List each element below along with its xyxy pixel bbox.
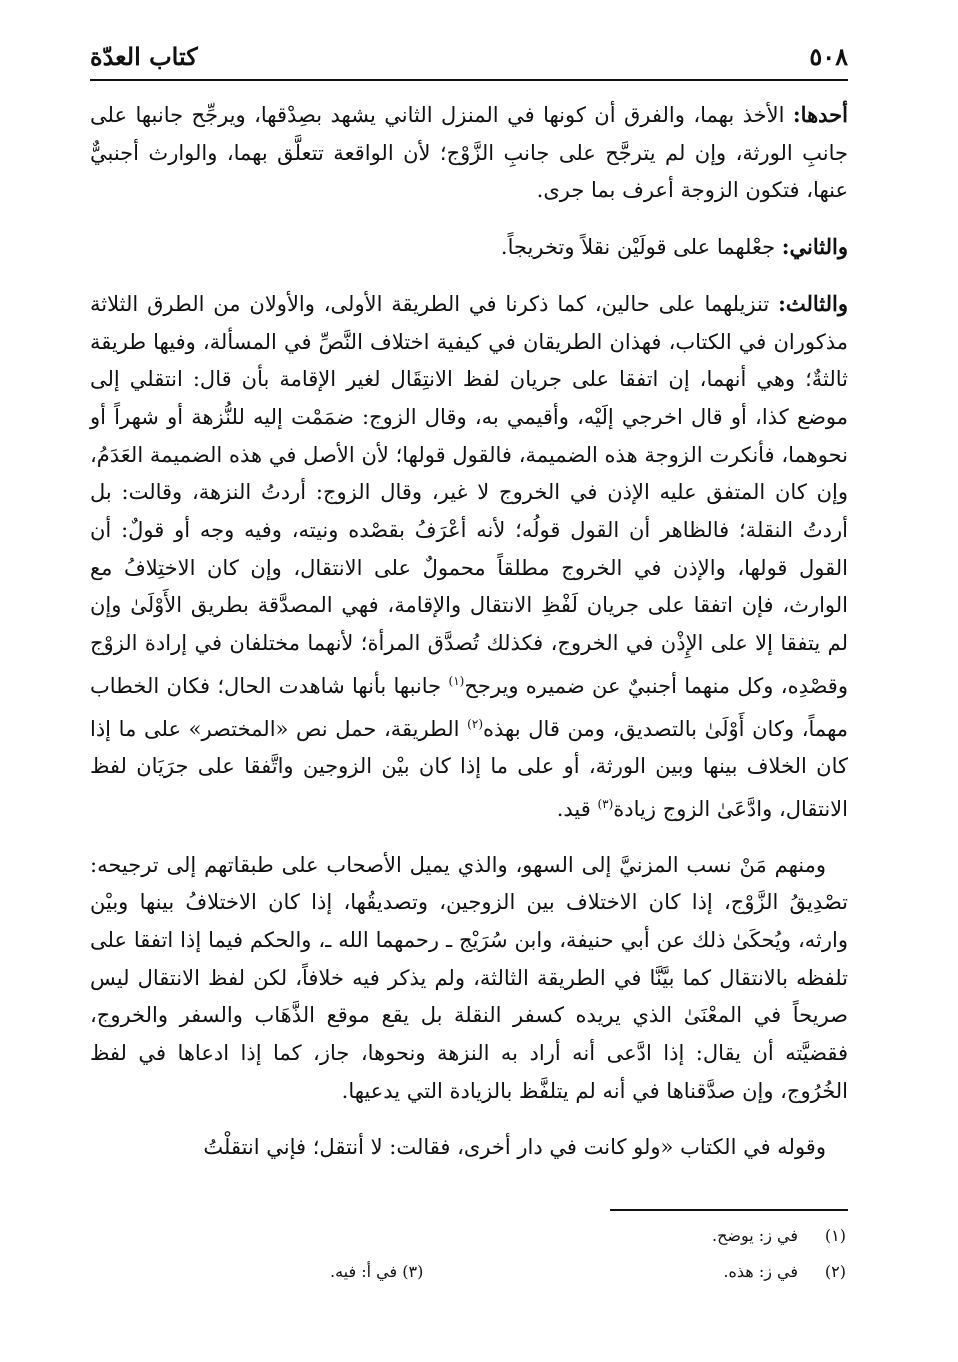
footnote-row xyxy=(90,1254,846,1290)
footnote-number: (١) xyxy=(824,1226,846,1245)
footnote-mark-3[interactable]: (٣) xyxy=(597,796,614,811)
footnote-3 xyxy=(330,1254,423,1290)
paragraph-lead: والثالث: xyxy=(778,290,848,316)
paragraph-lead: والثاني: xyxy=(781,234,848,260)
paragraph-text: جانبها بأنها شاهدت الحال؛ فكان الخطاب مهماً، وكان أَوْلَىٰ بالتصديق، ومن قال بهذه xyxy=(90,673,848,741)
paragraph-fourth xyxy=(90,847,848,1111)
footnote-text: في أ: فيه. xyxy=(330,1262,398,1281)
paragraph-second xyxy=(90,228,848,267)
paragraph-text: جعْلهما على قولَيْن نقلاً وتخريجاً. xyxy=(500,235,782,260)
main-text xyxy=(90,96,848,1184)
footnote-1 xyxy=(712,1218,846,1254)
footnote-number: (٣) xyxy=(402,1262,424,1281)
footnote-text: في ز: هذه. xyxy=(723,1262,798,1281)
header-rule xyxy=(90,79,848,81)
paragraph-text: الأخذ بهما، والفرق أن كونها في المنزل الثاني يشهد بصِدْقها، ويرجِّح جانبها على جانبِ الورثة، وإن لم يترجَّح على جانبِ الزَّوْج؛ لأن الواقعة تتعلَّق بهما، والوارث أجنبيٌّ عنها، فتكون الزوجة أعرف بما جرى. xyxy=(90,103,848,203)
footnote-number: (٢) xyxy=(824,1262,846,1281)
footnote-2 xyxy=(723,1254,846,1290)
page-header xyxy=(90,38,848,78)
paragraph-text: الطريقة، حمل نص «المختصر» على ما إذا كان الخلاف بينها وبين الورثة، أو على ما إذا كان بيْن الزوجين واتَّفقا على جرَيَان لفظ الانتقال، وادَّعَىٰ الزوج زيادة xyxy=(90,716,848,821)
footnote-mark-1[interactable]: (١) xyxy=(448,673,465,688)
page-number: ٥٠٨ xyxy=(809,42,848,71)
paragraph-text: وقوله في الكتاب «ولو كانت في دار أخرى، فقالت: لا أنتقل؛ فإني انتقلْتُ xyxy=(203,1134,826,1159)
footnote-text: في ز: يوضح. xyxy=(712,1226,798,1245)
paragraph-text: قيد. xyxy=(556,796,598,821)
paragraph-third xyxy=(90,285,848,829)
paragraph-fifth xyxy=(90,1129,848,1167)
footnote-row xyxy=(90,1218,846,1254)
footnotes xyxy=(90,1218,846,1290)
footnote-rule xyxy=(610,1209,848,1211)
footnote-mark-2[interactable]: (٢) xyxy=(467,716,483,731)
paragraph-first xyxy=(90,96,848,210)
paragraph-text: ومنهم مَنْ نسب المزنيَّ إلى السهو، والذي يميل الأصحاب على طبقاتهم إلى ترجيحه: تصْدِيقُ الزَّوْج، إذا كان الاختلاف بين الزوجين، وتصديقُها، إذا كان الاختلافُ بينها وبيْن وارثه، ويُحكَىٰ ذلك عن أبي حنيفة، وابن سُرَيْج ـ رحمهما الله ـ، والحكم فيما إذا اتفقا على تلفظه بالانتقال كما بيَّنَّا في الطريقة الثالثة، ولم يذكر فيه خلافاً، لكن لفظ الانتقال ليس صريحاً في المعْنَىٰ الذي يريده كسفر النقلة بل يقع موقع الذَّهَاب والسفر والخروج، فقضيَّته أن يقال: إذا ادَّعى أنه أراد به النزهة ونحوها، جاز، كما إذا ادعاها في لفظ الخُرُوج، وإن صدَّقناها في أنه لم يتلفَّظ بالزيادة التي يدعيها. xyxy=(90,852,848,1103)
paragraph-lead: أحدها: xyxy=(792,102,848,127)
chapter-title: كتاب العدّة xyxy=(90,42,198,71)
paragraph-text: تنزيلهما على حالين، كما ذكرنا في الطريقة الأولى، والأولان من الطرق الثلاثة مذكوران في الكتاب، فهذان الطريقان في كيفية اختلاف النَّصِّ في المسألة، وفيها طريقة ثالثةٌ؛ وهي أنهما، إن اتفقا على جريان لفظ الانتِقَال لغير الإقامة بأن قال: انتقلي إلى موضع كذا، أو قال اخرجي إلَيْه، وأقيمي به، وقال الزوج: ضمَمْت إليه للنُّزهة أو شهراً أو نحوهما، فأنكرت الزوجة هذه الضميمة، فالقول قولها؛ لأن الأصل في هذه الضميمة العَدَمُ، وإن كان المتفق عليه الإذن في الخروج لا غير، وقال الزوج: أردتُ النزهة، وقالت: بل أردتُ النقلة؛ فالظاهر أن القول قولُه؛ لأنه أعْرَفُ بقصْده ونيته، وفيه وجه أو قولٌ: أن القول قولها، والإذن في الخروج مطلقاً محمولٌ على الانتقال، وإن كان الاختِلافُ مع الوارث، فإن اتفقا على جريان لَفْظِ الانتقال والإقامة، فهي المصدَّقة بطريق الأَوْلَىٰ وإن لم يتفقا إلا على الإِذْن في الخروج، فكذلك تُصدَّق المرأة؛ لأنهما مختلفان في إرادة الزوْج وقصْدِه، وكل منهما أجنبيٌ عن ضميره ويرجح xyxy=(90,291,848,698)
